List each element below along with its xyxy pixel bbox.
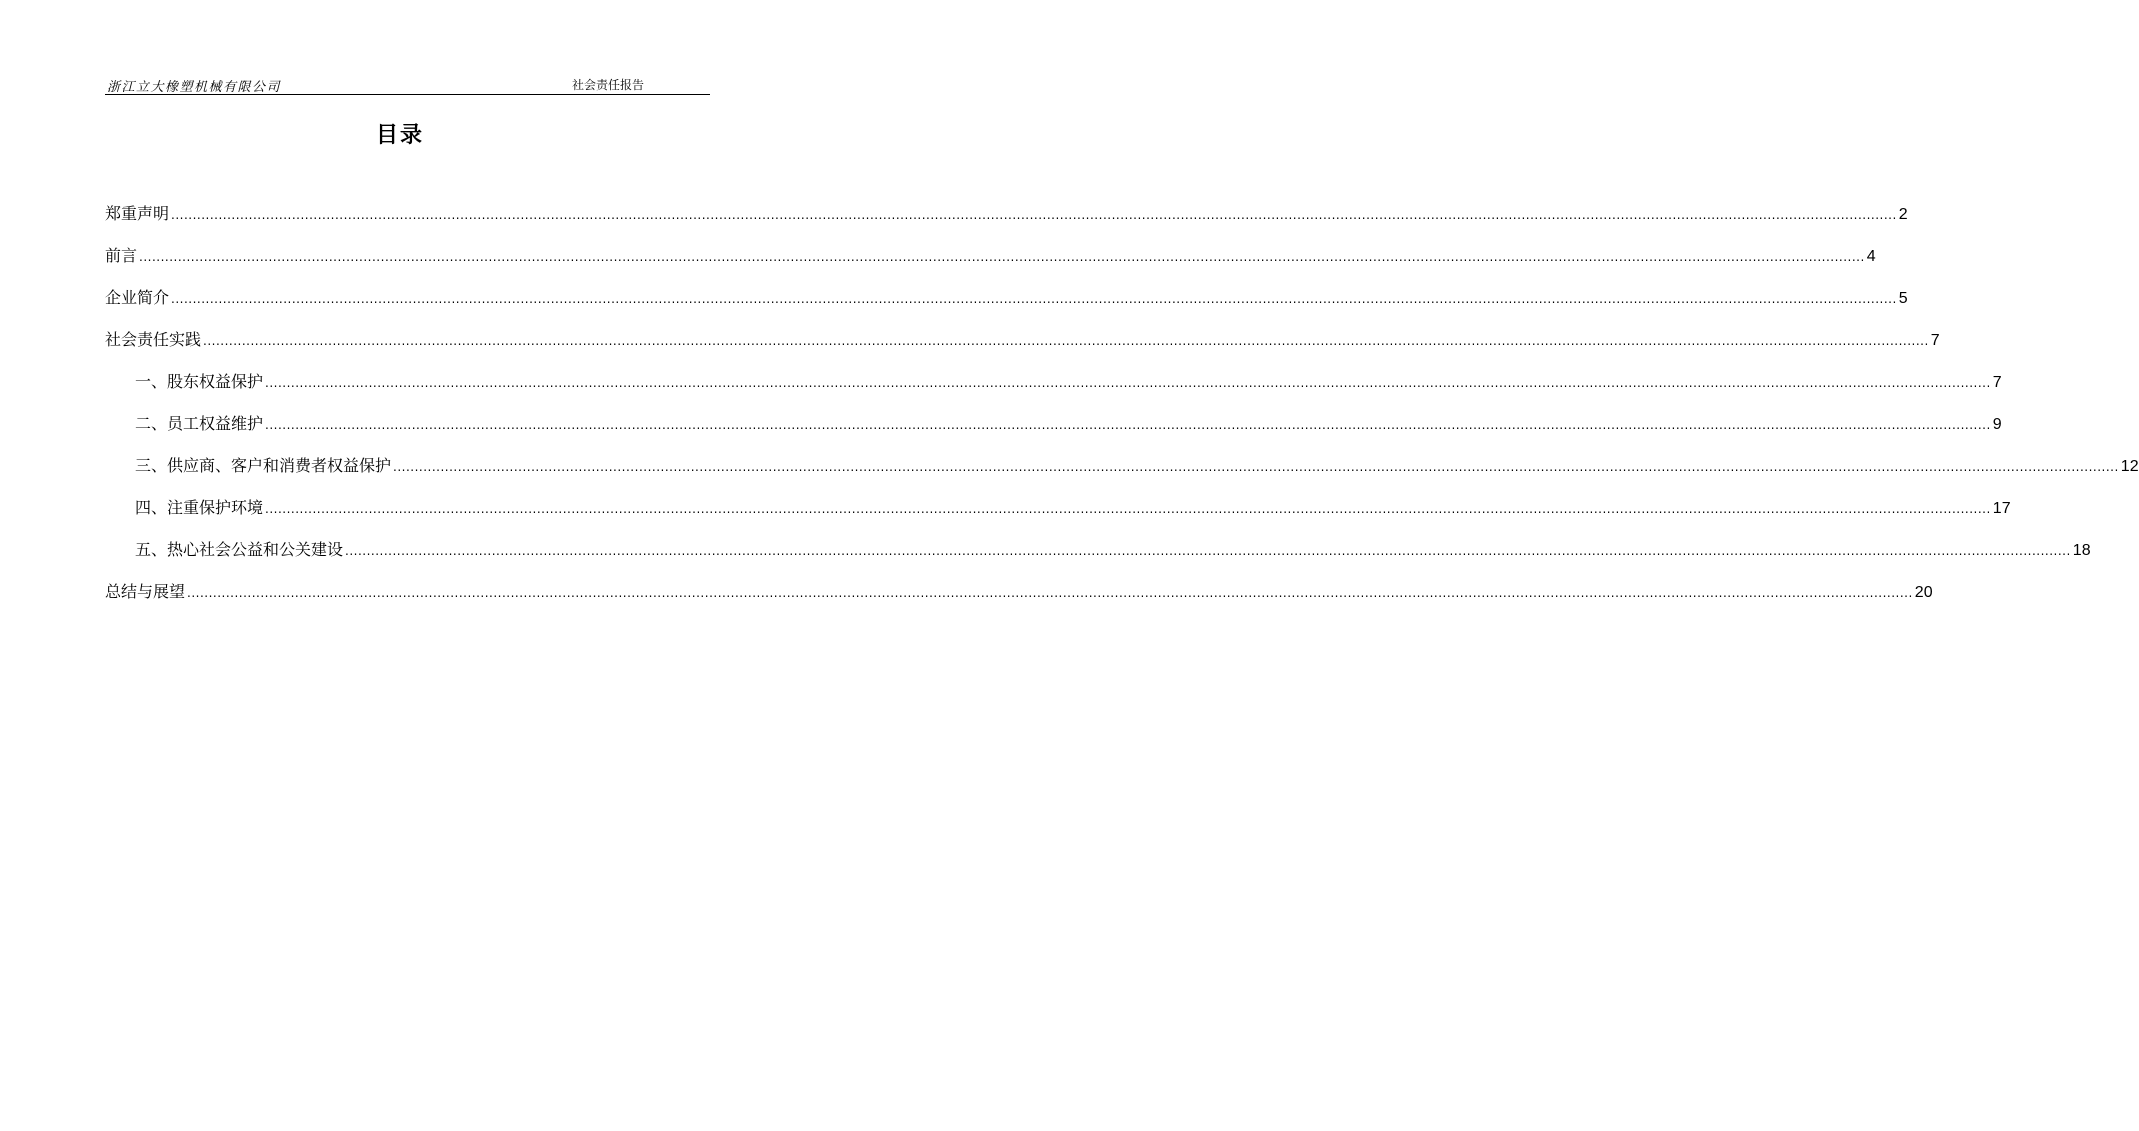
toc-dot-leader: ................................................................................................................................................................................................................................................................................................................................................................................................................ xyxy=(139,250,1865,264)
toc-dot-leader: ................................................................................................................................................................................................................................................................................................................................................................................................................ xyxy=(265,502,1991,516)
toc-entry[interactable] xyxy=(105,201,1908,243)
toc-entry-label: 五、热心社会公益和公关建设 xyxy=(135,540,344,559)
toc-entry[interactable] xyxy=(105,579,1933,621)
page-title: 目录 xyxy=(375,123,424,148)
toc-entry[interactable] xyxy=(105,411,2002,453)
toc-dot-leader: ................................................................................................................................................................................................................................................................................................................................................................................................................ xyxy=(203,334,1929,348)
toc-dot-leader: ................................................................................................................................................................................................................................................................................................................................................................................................................ xyxy=(265,376,1991,390)
toc-dot-leader: ................................................................................................................................................................................................................................................................................................................................................................................................................ xyxy=(345,544,2071,558)
toc-entry-page-number: 7 xyxy=(1930,332,1940,349)
toc-dot-leader: ................................................................................................................................................................................................................................................................................................................................................................................................................ xyxy=(393,460,2119,474)
toc-entry-label: 三、供应商、客户和消费者权益保护 xyxy=(135,456,392,475)
toc-dot-leader: ................................................................................................................................................................................................................................................................................................................................................................................................................ xyxy=(265,418,1991,432)
toc-entry[interactable] xyxy=(105,453,2139,495)
toc-entry-page-number: 5 xyxy=(1898,290,1908,307)
toc-entry-page-number: 12 xyxy=(2120,458,2139,475)
toc-entry-page-number: 7 xyxy=(1992,374,2002,391)
toc-dot-leader: ................................................................................................................................................................................................................................................................................................................................................................................................................ xyxy=(187,586,1913,600)
toc-entry[interactable] xyxy=(105,495,2011,537)
toc-entry[interactable] xyxy=(105,243,1876,285)
toc-entry-label: 前言 xyxy=(105,246,138,265)
toc-entry[interactable] xyxy=(105,285,1908,327)
toc-entry[interactable] xyxy=(105,369,2002,411)
toc-entry-page-number: 18 xyxy=(2072,542,2091,559)
header-report-title: 社会责任报告 xyxy=(571,78,644,92)
toc-entry-label: 郑重声明 xyxy=(105,204,170,223)
toc-dot-leader: ................................................................................................................................................................................................................................................................................................................................................................................................................ xyxy=(171,292,1897,306)
page-header xyxy=(105,74,710,95)
toc-entry-page-number: 2 xyxy=(1898,206,1908,223)
toc-entry-label: 一、股东权益保护 xyxy=(135,372,264,391)
toc-entry-label: 总结与展望 xyxy=(105,582,186,601)
toc-entry-label: 二、员工权益维护 xyxy=(135,414,264,433)
toc-entry-page-number: 17 xyxy=(1992,500,2011,517)
toc-dot-leader: ................................................................................................................................................................................................................................................................................................................................................................................................................ xyxy=(171,208,1897,222)
toc-entry-label: 社会责任实践 xyxy=(105,330,202,349)
table-of-contents xyxy=(105,201,2139,621)
toc-entry[interactable] xyxy=(105,537,2091,579)
toc-entry-page-number: 20 xyxy=(1914,584,1933,601)
toc-entry-label: 四、注重保护环境 xyxy=(135,498,264,517)
toc-entry-page-number: 4 xyxy=(1866,248,1876,265)
toc-entry[interactable] xyxy=(105,327,1940,369)
toc-entry-page-number: 9 xyxy=(1992,416,2002,433)
header-company-name: 浙江立大橡塑机械有限公司 xyxy=(107,80,282,95)
toc-entry-label: 企业简介 xyxy=(105,288,170,307)
